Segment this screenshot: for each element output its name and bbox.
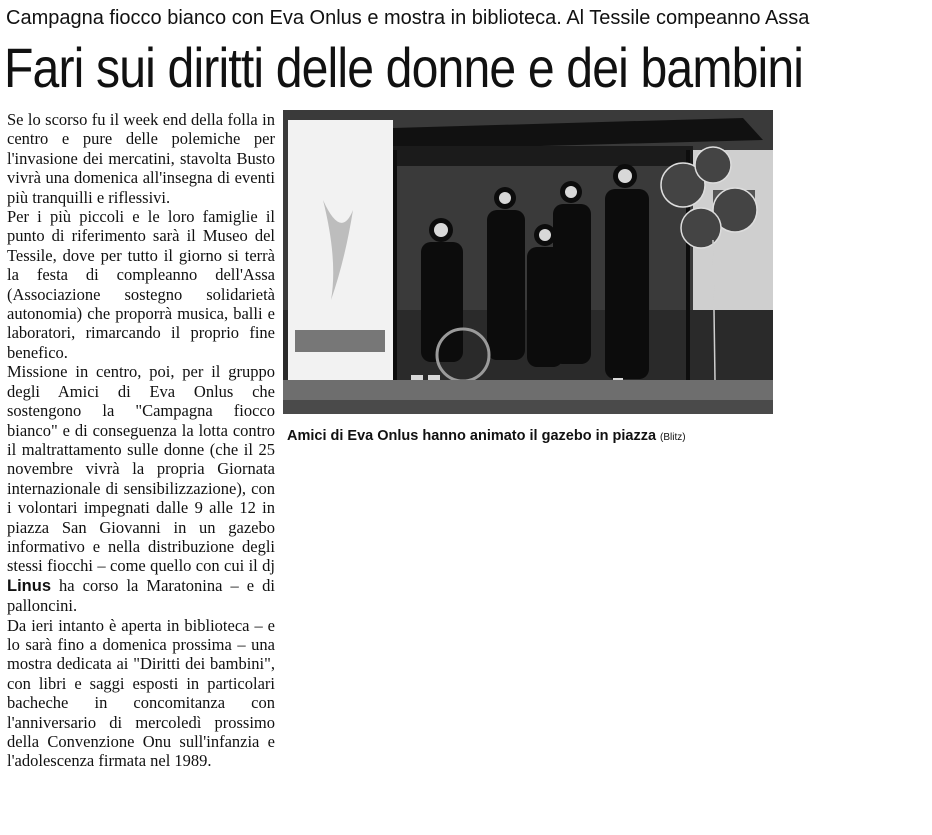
photo-caption	[287, 428, 767, 444]
article-photo	[283, 110, 773, 414]
article-paragraph: Se lo scorso fu il week end della folla in centro e pure delle polemiche per l'invasione dei mercatini, stavolta Busto vivrà una domenica all'insegna di eventi più tranquilli e riflessivi.	[7, 110, 275, 207]
article-headline: Fari sui diritti delle donne e dei bambini	[4, 36, 804, 99]
paragraph-text: Missione in centro, poi, per il gruppo degli Amici di Eva Onlus che sostengono la "Campagna fiocco bianco" e di conseguenza la lotta contro il maltrattamento sulle donne (che il 25 novembre vivrà la propria Giornata internazionale di sensibilizzazione), con i volontari impegnati dalle 9 alle 12 in piazza San Giovanni in un gazebo informativo e nella distribuzione degli stessi fiocchi – come quello con cui il dj	[7, 362, 275, 576]
caption-text: Amici di Eva Onlus hanno animato il gazebo in piazza	[287, 428, 657, 444]
photo-credit: (Blitz)	[660, 432, 686, 443]
gazebo-photo-illustration	[283, 110, 773, 414]
paragraph-text: ha corso la Maratonina – e di palloncini.	[7, 575, 275, 616]
article-paragraph: Per i più piccoli e le loro famiglie il punto di riferimento sarà il Museo del Tessile, dove per tutto il giorno si terrà la festa di compleanno dell'Assa (Associazione sostegno solidarietà autonomia) che proporrà musica, balli e laboratori, rimarcando il proprio fine benefico.	[7, 207, 275, 362]
article-paragraph: Da ieri intanto è aperta in biblioteca – e lo sarà fino a domenica prossima – una mostra dedicata ai "Diritti dei bambini", con libri e saggi esposti in particolari bacheche in concomitanza con l'anniversario di mercoledì prossimo della Convenzione Onu sull'infanzia e l'adolescenza firmata nel 1989.	[7, 615, 275, 771]
article-kicker: Campagna fiocco bianco con Eva Onlus e mostra in biblioteca. Al Tessile compeanno Assa	[6, 7, 810, 29]
bold-name: Linus	[7, 576, 51, 595]
article-body	[7, 110, 275, 771]
article-paragraph	[7, 362, 275, 615]
